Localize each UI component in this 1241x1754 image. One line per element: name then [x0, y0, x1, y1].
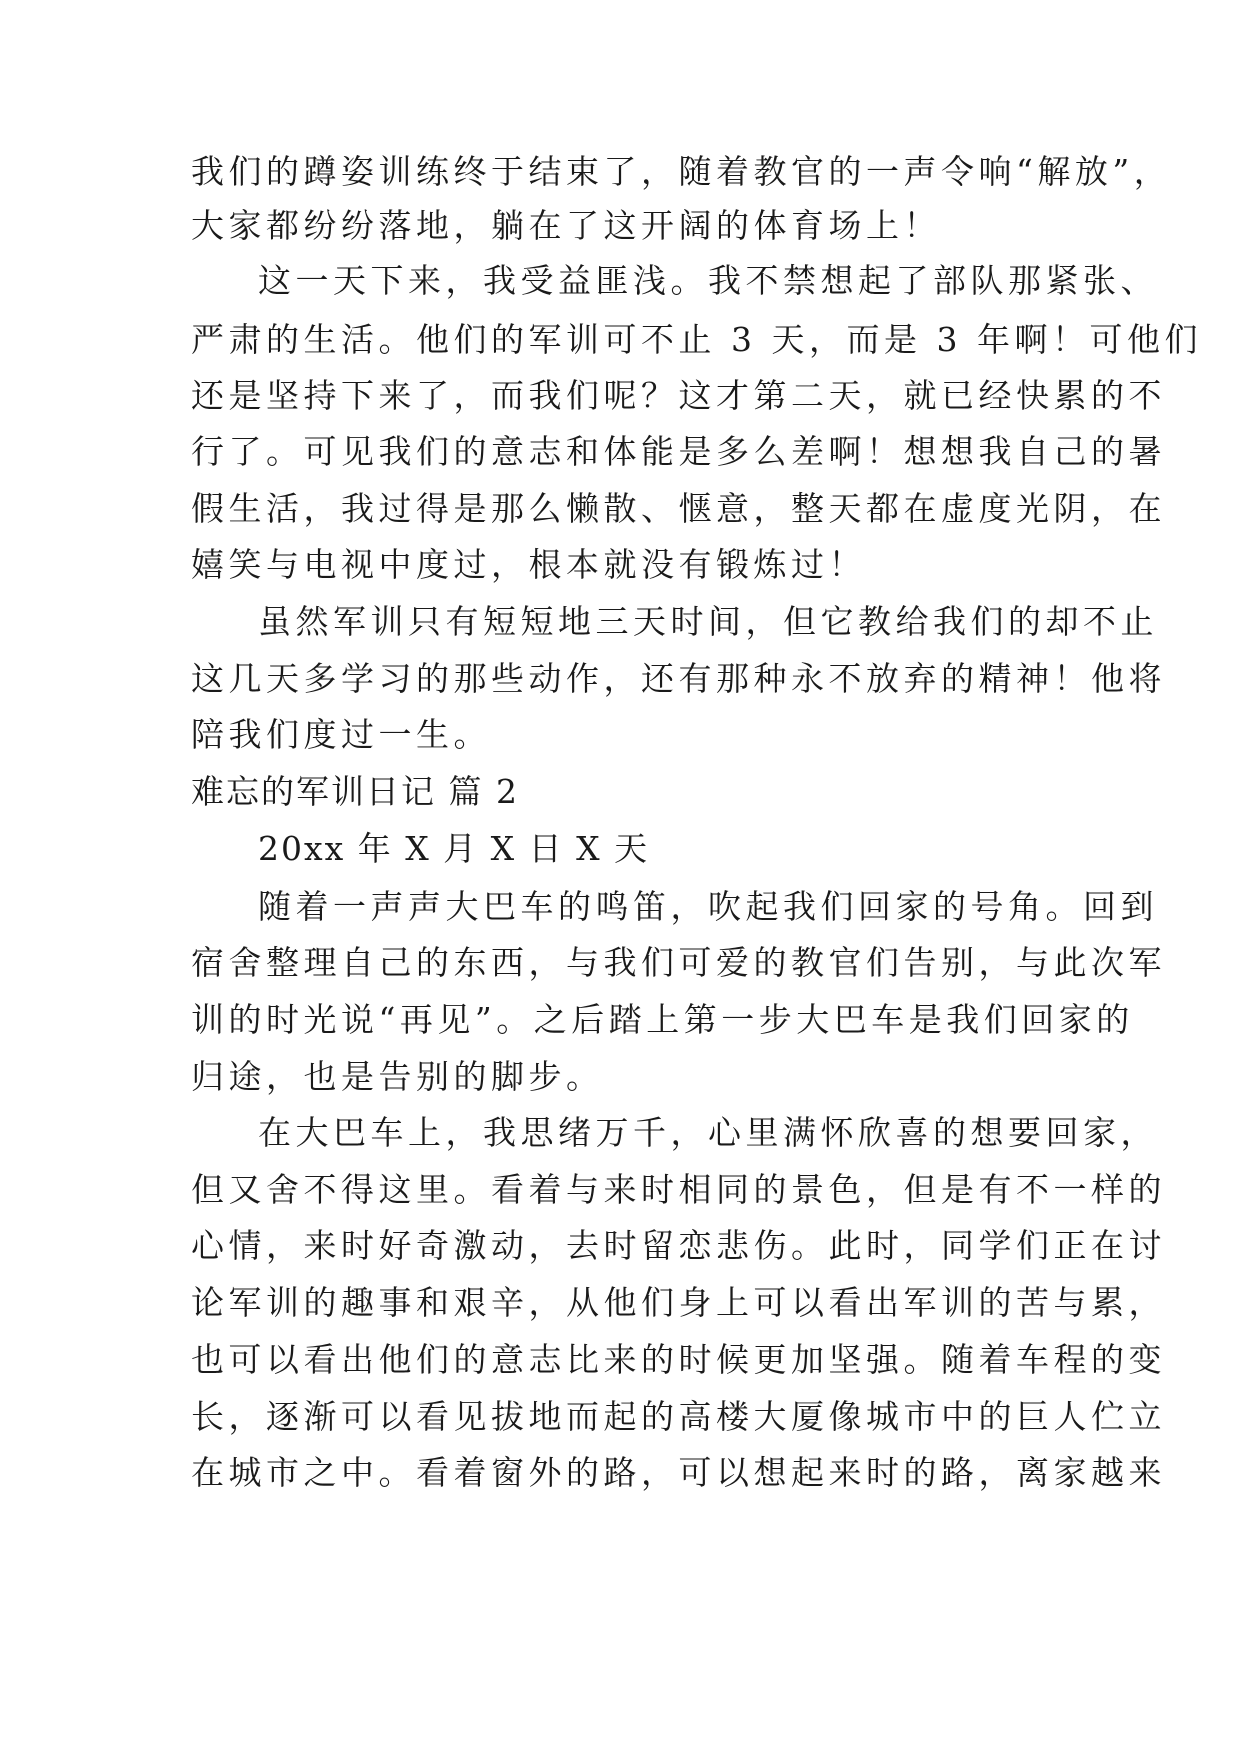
text-line: 宿舍整理自己的东西，与我们可爱的教官们告别，与此次军	[191, 943, 1166, 982]
paragraph-start: 这一天下来，我受益匪浅。我不禁想起了部队那紧张、	[258, 261, 1158, 300]
paragraph-start: 在大巴车上，我思绪万千，心里满怀欣喜的想要回家，	[258, 1113, 1158, 1152]
text-line: 归途，也是告别的脚步。	[191, 1057, 604, 1096]
text-line: 严肃的生活。他们的军训可不止 3 天，而是 3 年啊！可他们	[191, 320, 1202, 359]
paragraph-start: 虽然军训只有短短地三天时间，但它教给我们的却不止	[258, 602, 1158, 641]
diary-date: 20xx 年 X 月 X 日 X 天	[258, 829, 650, 868]
text-line: 也可以看出他们的意志比来的时候更加坚强。随着车程的变	[191, 1340, 1166, 1379]
paragraph-start: 随着一声声大巴车的鸣笛，吹起我们回家的号角。回到	[258, 887, 1158, 926]
text-line: 训的时光说“再见”。之后踏上第一步大巴车是我们回家的	[191, 1000, 1134, 1039]
text-line: 我们的蹲姿训练终于结束了，随着教官的一声令响“解放”，	[191, 152, 1172, 191]
text-line: 假生活，我过得是那么懒散、惬意，整天都在虚度光阴，在	[191, 489, 1166, 528]
text-line: 这几天多学习的那些动作，还有那种永不放弃的精神！他将	[191, 659, 1166, 698]
text-line: 还是坚持下来了，而我们呢？这才第二天，就已经快累的不	[191, 376, 1166, 415]
text-line: 在城市之中。看着窗外的路，可以想起来时的路，离家越来	[191, 1453, 1166, 1492]
text-line: 长，逐渐可以看见拔地而起的高楼大厦像城市中的巨人伫立	[191, 1397, 1166, 1436]
text-line: 行了。可见我们的意志和体能是多么差啊！想想我自己的暑	[191, 432, 1166, 471]
section-heading: 难忘的军训日记 篇 2	[191, 772, 519, 811]
text-line: 陪我们度过一生。	[191, 715, 491, 754]
text-line: 论军训的趣事和艰辛，从他们身上可以看出军训的苦与累，	[191, 1283, 1166, 1322]
text-line: 心情，来时好奇激动，去时留恋悲伤。此时，同学们正在讨	[191, 1226, 1166, 1265]
text-line: 嬉笑与电视中度过，根本就没有锻炼过！	[191, 545, 866, 584]
text-line: 大家都纷纷落地，躺在了这开阔的体育场上！	[191, 206, 941, 245]
text-line: 但又舍不得这里。看着与来时相同的景色，但是有不一样的	[191, 1170, 1166, 1209]
